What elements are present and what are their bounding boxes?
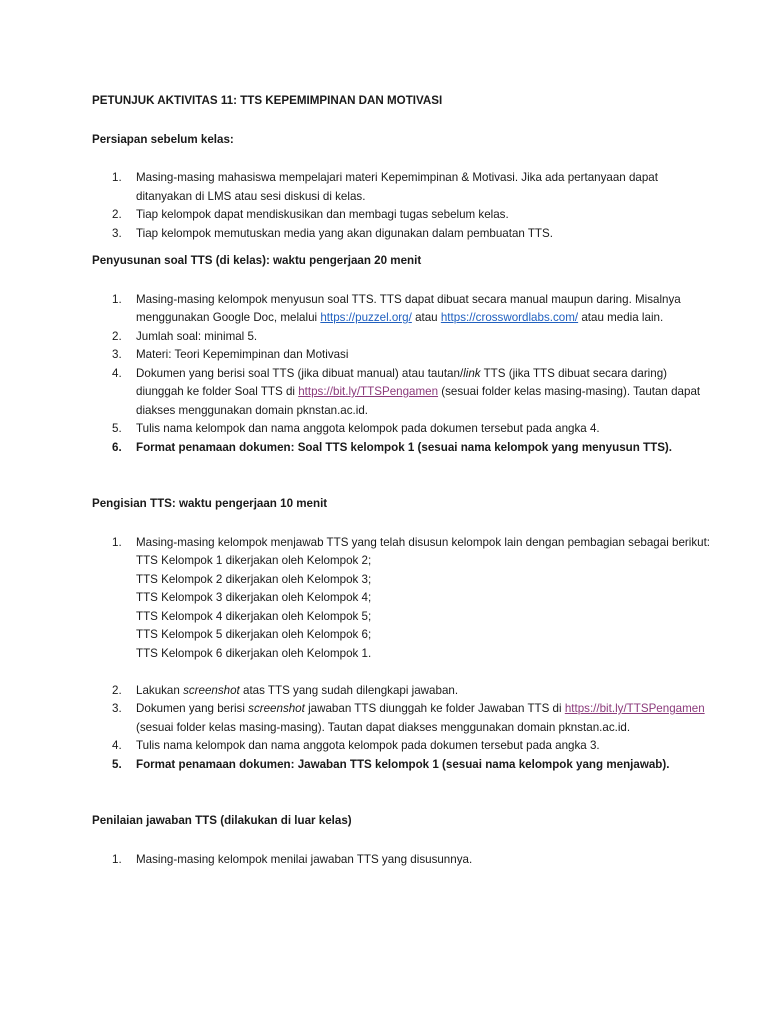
list-item: 5. Format penamaan dokumen: Jawaban TTS kelompok 1 (sesuai nama kelompok yang menjawab). (112, 757, 670, 771)
tts-pengamen-link[interactable]: https://bit.ly/TTSPengamen (298, 385, 439, 398)
list-item: 2. Jumlah soal: minimal 5. (112, 329, 258, 343)
list-item: 3. Tiap kelompok memutuskan media yang akan digunakan dalam pembuatan TTS. (112, 226, 553, 240)
document-body (92, 92, 712, 869)
list-item: 4. Tulis nama kelompok dan nama anggota kelompok pada dokumen tersebut pada angka 3. (112, 739, 600, 752)
list-item: 1. Masing-masing kelompok menyusun soal TTS. TTS dapat dibuat secara manual maupun daring. Misalnya menggunakan Google Doc, melalui https://puzzel.org/ atau https://crosswordlabs.com/ atau media lain. (112, 292, 681, 324)
assignment-line: TTS Kelompok 2 dikerjakan oleh Kelompok 3; (136, 572, 372, 586)
section-heading-persiapan: Persiapan sebelum kelas: (92, 132, 234, 146)
list-item: 2. Lakukan screenshot atas TTS yang sudah dilengkapi jawaban. (112, 683, 459, 697)
list-pengisian (92, 534, 712, 775)
list-item: 1. Masing-masing kelompok menjawab TTS yang telah disusun kelompok lain dengan pembagian sebagai berikut: TTS Kelompok 1 dikerjakan oleh Kelompok 2; TTS Kelompok 2 dikerjakan oleh Kelompok 3; TTS Kelompok 3 dikerjakan oleh Kelompok 4; TTS Kelompok 4 dikerjakan oleh Kelompok 5; TTS Kelompok 5 dikerjakan oleh Kelompok 6; TTS Kelompok 6 dikerjakan oleh Kelompok 1. (92, 534, 712, 664)
page-title: PETUNJUK AKTIVITAS 11: TTS KEPEMIMPINAN DAN MOTIVASI (92, 94, 443, 107)
list-item: 4. Dokumen yang berisi soal TTS (jika dibuat manual) atau tautan/link TTS (jika TTS dibuat secara daring) diunggah ke folder Soal TTS di https://bit.ly/TTSPengamen (sesuai folder kelas masing-masing). Tautan dapat diakses menggunakan domain pknstan.ac.id. (112, 366, 701, 417)
list-item: 6. Format penamaan dokumen: Soal TTS kelompok 1 (sesuai nama kelompok yang menyusun TTS). (112, 440, 673, 454)
list-persiapan (92, 169, 712, 243)
list-item: 3. Materi: Teori Kepemimpinan dan Motivasi (112, 348, 349, 361)
assignment-line: TTS Kelompok 4 dikerjakan oleh Kelompok 5; (136, 609, 372, 623)
assignment-line: TTS Kelompok 5 dikerjakan oleh Kelompok 6; (136, 628, 372, 641)
tts-pengamen-link[interactable]: https://bit.ly/TTSPengamen (564, 702, 705, 715)
assignment-line: TTS Kelompok 1 dikerjakan oleh Kelompok 2; (136, 554, 372, 567)
puzzel-link[interactable]: https://puzzel.org/ (320, 311, 412, 324)
list-penyusunan (92, 291, 712, 458)
list-item: 2. Tiap kelompok dapat mendiskusikan dan membagi tugas sebelum kelas. (112, 208, 509, 221)
assignment-line: TTS Kelompok 3 dikerjakan oleh Kelompok 4; (136, 591, 372, 604)
list-penilaian (92, 851, 712, 870)
list-item: 1. Masing-masing mahasiswa mempelajari materi Kepemimpinan & Motivasi. Jika ada pertanyaan dapat ditanyakan di LMS atau sesi diskusi di kelas. (112, 171, 658, 203)
list-item: 3. Dokumen yang berisi screenshot jawaban TTS diunggah ke folder Jawaban TTS di https://bit.ly/TTSPengamen (sesuai folder kelas masing-masing). Tautan dapat diakses menggunakan domain pknstan.ac.id. (112, 702, 705, 734)
section-heading-pengisian: Pengisian TTS: waktu pengerjaan 10 menit (92, 497, 328, 510)
assignment-line: TTS Kelompok 6 dikerjakan oleh Kelompok 1. (136, 646, 372, 660)
section-heading-penilaian: Penilaian jawaban TTS (dilakukan di luar kelas) (92, 814, 352, 827)
crosswordlabs-link[interactable]: https://crosswordlabs.com/ (440, 311, 579, 324)
list-item: 5. Tulis nama kelompok dan nama anggota kelompok pada dokumen tersebut pada angka 4. (112, 422, 600, 435)
section-heading-penyusunan: Penyusunan soal TTS (di kelas): waktu pengerjaan 20 menit (92, 254, 422, 267)
list-item: 1. Masing-masing kelompok menilai jawaban TTS yang disusunnya. (112, 852, 473, 866)
